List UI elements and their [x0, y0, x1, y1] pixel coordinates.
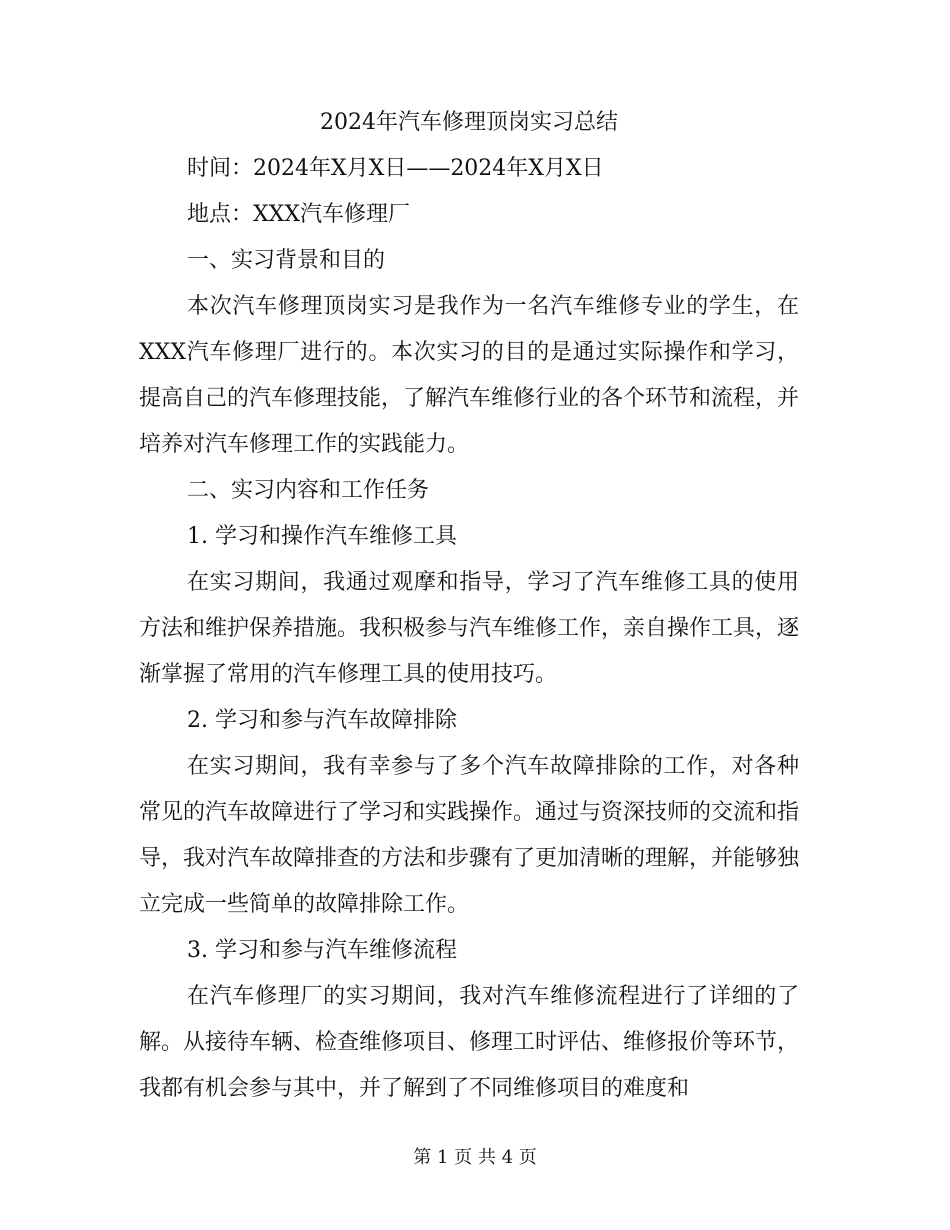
- time-line: 时间：2024年X月X日——2024年X月X日: [187, 156, 604, 181]
- paragraph-tools: 在实习期间，我通过观摩和指导，学习了汽车维修工具的使用方法和维护保养措施。我积极参与汽车维修工作，亲自操作工具，逐渐掌握了常用的汽车修理工具的使用技巧。: [139, 570, 800, 687]
- page-number-footer: 第 1 页 共 4 页: [413, 1147, 537, 1168]
- paragraph-background: 本次汽车修理顶岗实习是我作为一名汽车维修专业的学生，在XXX汽车修理厂进行的。本次实习的目的是通过实际操作和学习，提高自己的汽车修理技能，了解汽车维修行业的各个环节和流程，并培养对汽车修理工作的实践能力。: [139, 294, 800, 457]
- section-heading-content: 二、实习内容和工作任务: [187, 478, 430, 503]
- paragraph-fault: 在实习期间，我有幸参与了多个汽车故障排除的工作，对各种常见的汽车故障进行了学习和实践操作。通过与资深技师的交流和指导，我对汽车故障排查的方法和步骤有了更加清晰的理解，并能够独立完成一些简单的故障排除工作。: [139, 754, 800, 917]
- item-heading-process: 3. 学习和参与汽车维修流程: [187, 938, 457, 963]
- place-line: 地点：XXX汽车修理厂: [187, 202, 410, 227]
- paragraph-process: 在汽车修理厂的实习期间，我对汽车维修流程进行了详细的了解。从接待车辆、检查维修项目、修理工时评估、维修报价等环节，我都有机会参与其中，并了解到了不同维修项目的难度和: [139, 984, 800, 1101]
- document-title: 2024年汽车修理顶岗实习总结: [320, 110, 618, 135]
- section-heading-background: 一、实习背景和目的: [187, 248, 386, 273]
- item-heading-fault: 2. 学习和参与汽车故障排除: [187, 708, 457, 733]
- document-body: [139, 100, 799, 1112]
- item-heading-tools: 1. 学习和操作汽车维修工具: [187, 524, 457, 549]
